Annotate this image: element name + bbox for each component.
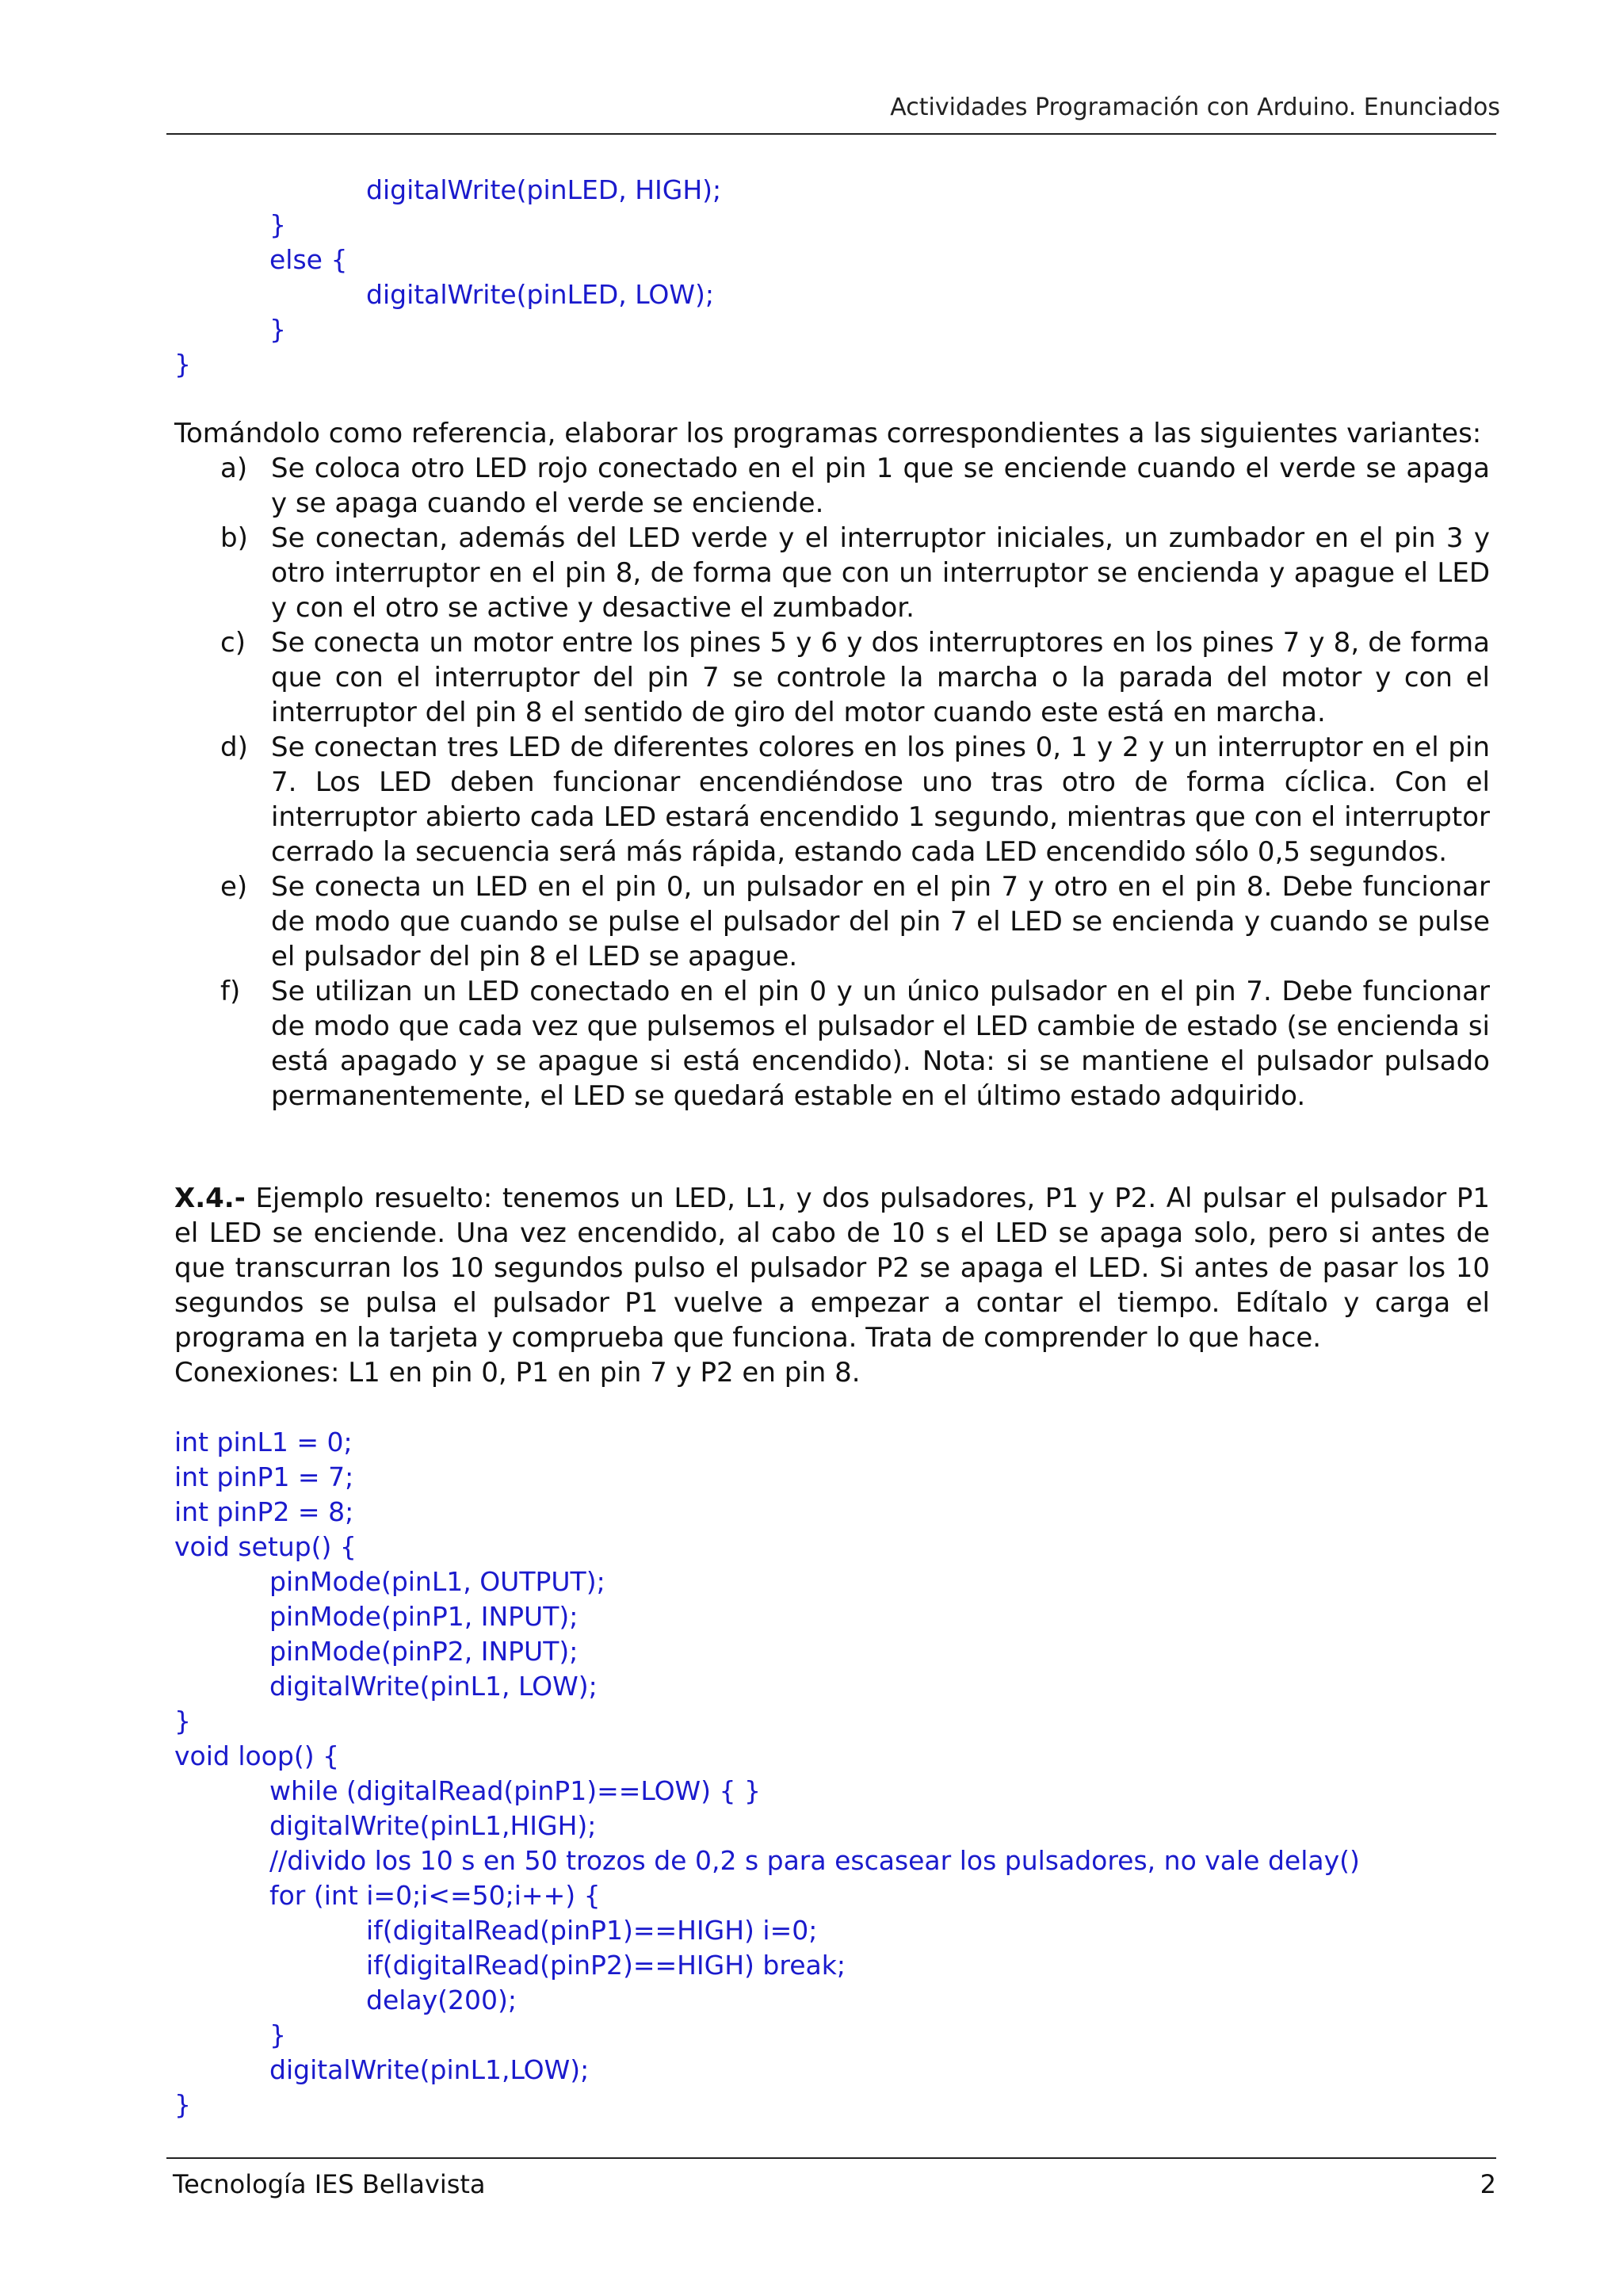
- list-item-text: Se utilizan un LED conectado en el pin 0 y un único pulsador en el pin 7. Debe funcionar de modo que cada vez que pulsemos el pulsador el LED cambie de estado (se encienda si está apagado y se apague si está encendido). Nota: si se mantiene el pulsador pulsado permanentemente, el LED se quedará estable en el último estado adquirido.: [271, 976, 1490, 1112]
- footer-text: Tecnología IES Bellavista: [173, 2169, 486, 2199]
- code-line: }: [269, 314, 286, 345]
- code-block-bottom: [174, 1425, 1360, 2122]
- code-line: delay(200);: [366, 1985, 517, 2015]
- code-line: pinMode(pinL1, OUTPUT);: [269, 1566, 605, 1597]
- list-item-text: Se conectan tres LED de diferentes colores en los pines 0, 1 y 2 y un interruptor en el pin 7. Los LED deben funcionar encendiéndose uno tras otro de forma cíclica. Con el interruptor abierto cada LED estará encendido 1 segundo, mientras que con el interruptor cerrado la secuencia será más rápida, estando cada LED encendido sólo 0,5 segundos.: [271, 732, 1490, 868]
- code-line: //divido los 10 s en 50 trozos de 0,2 s para escasear los pulsadores, no vale delay(): [269, 1845, 1360, 1876]
- list-item-letter: d): [220, 732, 248, 763]
- code-line: }: [174, 2089, 191, 2120]
- list-item-letter: b): [220, 522, 248, 554]
- code-line: int pinP1 = 7;: [174, 1461, 354, 1492]
- code-line: digitalWrite(pinLED, LOW);: [366, 279, 715, 310]
- code-line: digitalWrite(pinLED, HIGH);: [366, 174, 722, 205]
- example-paragraph: [174, 1181, 1490, 1390]
- example-text: Ejemplo resuelto: tenemos un LED, L1, y dos pulsadores, P1 y P2. Al pulsar el pulsador P1 el LED se enciende. Una vez encendido, al cabo de 10 s el LED se apaga solo, pero si antes de que transcurran los 10 segundos pulso el pulsador P2 se apaga el LED. Si antes de pasar los 10 segundos se pulsa el pulsador P1 vuelve a empezar a contar el tiempo. Edítalo y carga el programa en la tarjeta y comprueba que funciona. Trata de comprender lo que hace.: [174, 1182, 1490, 1354]
- list-item-text: Se coloca otro LED rojo conectado en el pin 1 que se enciende cuando el verde se apaga y se apaga cuando el verde se enciende.: [271, 453, 1490, 519]
- list-item: [174, 625, 1490, 730]
- list-item-text: Se conecta un LED en el pin 0, un pulsador en el pin 7 y otro en el pin 8. Debe funcionar de modo que cuando se pulse el pulsador del pin 7 el LED se encienda y cuando se pulse el pulsador del pin 8 el LED se apague.: [271, 871, 1490, 972]
- code-line: void setup() {: [174, 1531, 357, 1562]
- code-line: }: [269, 2019, 286, 2050]
- code-line: int pinL1 = 0;: [174, 1427, 353, 1457]
- list-item: [174, 869, 1490, 974]
- list-item-text: Se conectan, además del LED verde y el interruptor iniciales, un zumbador en el pin 3 y otro interruptor en el pin 8, de forma que con un interruptor se encienda y apague el LED y con el otro se active y desactive el zumbador.: [271, 522, 1490, 624]
- code-line: if(digitalRead(pinP2)==HIGH) break;: [366, 1950, 846, 1981]
- code-line: digitalWrite(pinL1,LOW);: [269, 2054, 590, 2085]
- list-item-letter: a): [220, 453, 248, 484]
- list-item-text: Se conecta un motor entre los pines 5 y 6 y dos interruptores en los pines 7 y 8, de forma que con el interruptor del pin 7 se controle la marcha o la parada del motor y con el interruptor del pin 8 el sentido de giro del motor cuando este está en marcha.: [271, 627, 1490, 728]
- page-header-title: Actividades Programación con Arduino. Enunciados: [890, 94, 1500, 121]
- header-rule: [166, 133, 1496, 135]
- list-item: [174, 451, 1490, 521]
- list-item: [174, 521, 1490, 625]
- code-block-top: [174, 173, 721, 382]
- code-line: pinMode(pinP2, INPUT);: [269, 1636, 579, 1667]
- code-line: void loop() {: [174, 1740, 340, 1771]
- intro-paragraph: Tomándolo como referencia, elaborar los programas correspondientes a las siguientes variantes:: [174, 418, 1482, 449]
- code-line: while (digitalRead(pinP1)==LOW) { }: [269, 1775, 762, 1806]
- example-label: X.4.-: [174, 1182, 246, 1214]
- code-line: else {: [269, 244, 348, 275]
- list-item: [174, 730, 1490, 869]
- list-item-letter: f): [220, 976, 241, 1007]
- code-line: }: [269, 209, 286, 240]
- code-line: }: [174, 349, 191, 380]
- variants-list: [174, 451, 1490, 1114]
- list-item: [174, 974, 1490, 1114]
- code-line: digitalWrite(pinL1,HIGH);: [269, 1810, 597, 1841]
- list-item-letter: e): [220, 871, 248, 903]
- code-line: if(digitalRead(pinP1)==HIGH) i=0;: [366, 1915, 818, 1946]
- code-line: int pinP2 = 8;: [174, 1496, 354, 1527]
- example-connections: Conexiones: L1 en pin 0, P1 en pin 7 y P2 en pin 8.: [174, 1357, 861, 1389]
- page-number: 2: [1480, 2169, 1496, 2199]
- code-line: for (int i=0;i<=50;i++) {: [269, 1880, 601, 1911]
- code-line: digitalWrite(pinL1, LOW);: [269, 1671, 598, 1702]
- footer-rule: [166, 2157, 1496, 2159]
- code-line: pinMode(pinP1, INPUT);: [269, 1601, 579, 1632]
- list-item-letter: c): [220, 627, 246, 659]
- code-line: }: [174, 1706, 191, 1736]
